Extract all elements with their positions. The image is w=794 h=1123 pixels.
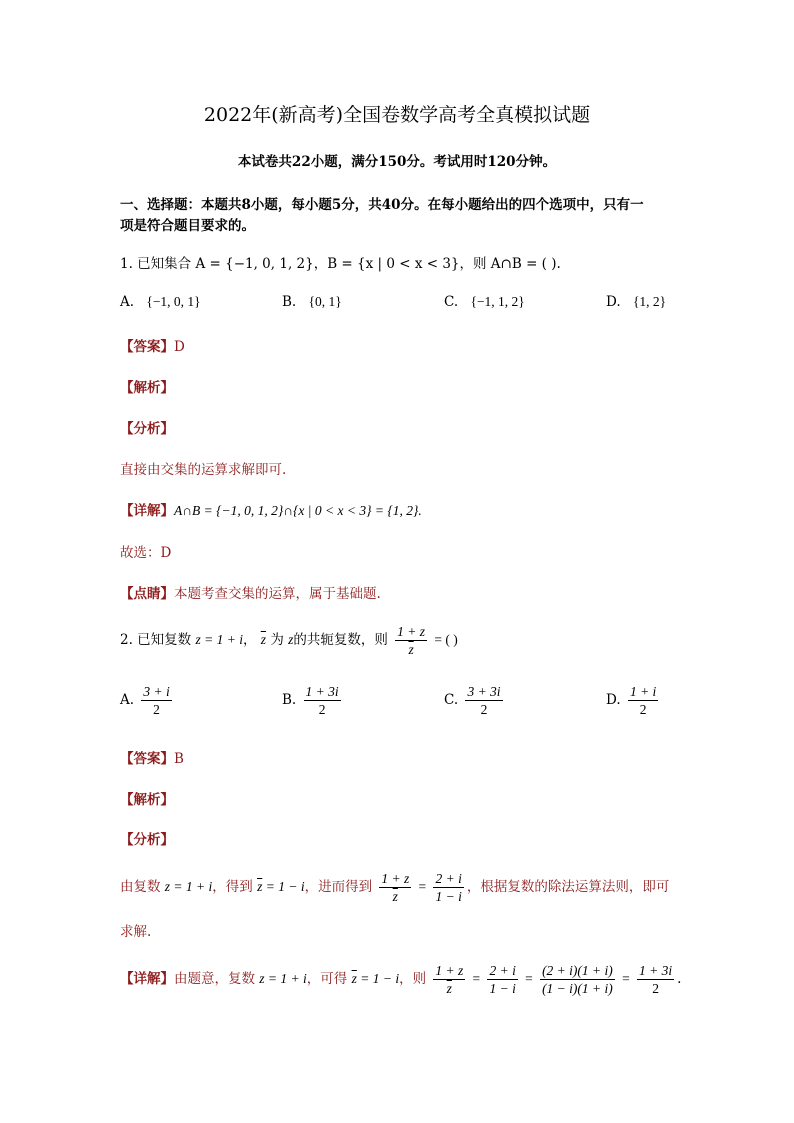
fraction-numerator: 2 + i xyxy=(489,963,516,978)
fraction-numerator: 2 + i xyxy=(435,871,462,886)
q1-option-c xyxy=(444,294,525,310)
q1-fenxi-text: 直接由交集的运算求解即可. xyxy=(120,462,287,478)
q1-stem: 1. 已知集合 A = {−1, 0, 1, 2}，B = {x | 0 < x < 3}，则 A∩B = ( ). xyxy=(120,256,561,272)
detail-formula: A∩B = {−1, 0, 1, 2}∩{x | 0 < x < 3} = {1, 2}. xyxy=(174,503,422,518)
fraction-numerator: 3 + i xyxy=(143,684,170,699)
fraction-numerator: 1 + 3i xyxy=(305,684,339,699)
analysis-tag: 【解析】 xyxy=(120,792,174,808)
option-label: B. xyxy=(282,294,297,310)
fraction-numerator: 1 + i xyxy=(629,684,657,699)
fenxi-formula: = 1 − i xyxy=(265,879,305,894)
fraction-numerator: 1 + 3i xyxy=(639,963,673,978)
option-fraction xyxy=(141,684,171,717)
fraction-denominator: 1 − i xyxy=(435,889,462,904)
q2-fenxi-line1: 由复数 z = 1 + i，得到 $\overline{z} = 1 - i$，进而得到 $\frac{1 + z}{z}$ = $\frac{2 + i}{1 - i}$ ，根据复数的除法运算法则，即可 xyxy=(120,871,670,904)
fenxi-formula: z = 1 + i xyxy=(164,879,213,894)
q1-comment xyxy=(120,582,381,602)
detail-fraction-1 xyxy=(433,963,465,996)
answer-tag: 【答案】 xyxy=(120,751,174,767)
fraction-denominator: z xyxy=(446,981,452,996)
option-fraction xyxy=(465,684,502,717)
option-value: {−1, 0, 1} xyxy=(146,294,201,309)
fraction-denominator: 2 xyxy=(153,702,160,717)
option-value: {0, 1} xyxy=(308,294,342,309)
detail-zbar: $\overline{z}$ xyxy=(351,971,357,986)
detail-fraction-2 xyxy=(487,963,517,996)
q2-option-d xyxy=(606,684,661,717)
q2-fenxi-line2: 求解. xyxy=(120,924,152,940)
q2-option-a xyxy=(120,684,175,717)
fraction-denominator: 1 − i xyxy=(489,981,516,996)
fenxi-fraction-2 xyxy=(433,871,463,904)
section-heading-line2: 项是符合题目要求的。 xyxy=(120,218,255,234)
stem-formula: z = 1 + i xyxy=(195,632,243,647)
stem-text: 为 xyxy=(270,632,284,648)
option-label: C. xyxy=(444,692,459,708)
q2-option-c xyxy=(444,684,506,717)
option-fraction xyxy=(304,684,341,717)
detail-formula: z = 1 + i xyxy=(259,971,307,986)
detail-formula: = 1 − i xyxy=(360,971,400,986)
q2-stem xyxy=(120,624,458,657)
fenxi-text: ，根据复数的除法运算法则，即可 xyxy=(466,879,670,895)
fenxi-text: ，得到 xyxy=(212,879,253,895)
fraction-numerator: 3 + 3i xyxy=(467,684,501,699)
comment-tag: 【点睛】 xyxy=(120,586,174,602)
section-heading-line1: 一、选择题：本题共8小题，每小题5分，共40分。在每小题给出的四个选项中，只有一 xyxy=(120,197,644,213)
q1-option-b xyxy=(282,294,342,310)
answer-tag: 【答案】 xyxy=(120,339,174,355)
q2-fenxi-tag xyxy=(120,828,174,848)
option-label: C. xyxy=(444,294,459,310)
stem-fraction xyxy=(395,624,427,657)
option-label: A. xyxy=(120,692,135,708)
q2-analysis-tag xyxy=(120,788,174,808)
fenxi-text: ，进而得到 xyxy=(304,879,373,895)
detail-fraction-4 xyxy=(637,963,674,996)
fraction-denominator: z xyxy=(408,642,414,657)
fraction-denominator: 2 xyxy=(480,702,488,717)
fraction-numerator: 1 + z xyxy=(381,871,410,886)
stem-text: 的共轭复数，则 xyxy=(293,632,388,648)
option-value: {−1, 1, 2} xyxy=(470,294,525,309)
fraction-numerator: 1 + z xyxy=(397,624,426,639)
fraction-denominator: 2 xyxy=(652,981,659,996)
q1-answer xyxy=(120,335,185,355)
option-label: D. xyxy=(606,692,621,708)
answer-value: B xyxy=(174,751,184,767)
fenxi-zbar: $\overline{z}$ xyxy=(257,879,263,894)
detail-text: ，可得 xyxy=(306,971,348,987)
fraction-numerator: 1 + z xyxy=(435,963,464,978)
q1-option-d xyxy=(606,294,666,310)
stem-z: z xyxy=(288,632,294,647)
stem-text: = ( ) xyxy=(434,632,458,647)
q1-choice: 故选：D xyxy=(120,545,172,561)
fenxi-tag: 【分析】 xyxy=(120,832,174,848)
page-title: 2022年(新高考)全国卷数学高考全真模拟试题 xyxy=(203,104,591,126)
detail-tag: 【详解】 xyxy=(120,503,174,519)
fenxi-fraction-1 xyxy=(379,871,411,904)
q2-detail: 【详解】由题意，复数 z = 1 + i，可得 $\overline{z} = 1 - i$，则 $\frac{1 + z}{z}$ = $\frac{2 + i}{1 - i}$ = $\frac{(2 + i)(1 + i)}{(1 - i)(1 + i)}$ = $\frac{1 + 3i}{2}$ . xyxy=(120,963,682,996)
analysis-tag: 【解析】 xyxy=(120,380,174,396)
fenxi-tag: 【分析】 xyxy=(120,421,174,437)
answer-value: D xyxy=(174,339,185,355)
fraction-numerator: (2 + i)(1 + i) xyxy=(542,963,613,978)
fraction-denominator: 2 xyxy=(639,702,647,717)
option-value: {1, 2} xyxy=(632,294,667,309)
fraction-denominator: 2 xyxy=(318,702,326,717)
q1-option-a xyxy=(120,294,201,310)
stem-zbar: $\overline{z}$ xyxy=(260,632,267,647)
detail-text: ，则 xyxy=(399,971,427,987)
detail-fraction-3 xyxy=(540,963,615,996)
comment-text: 本题考查交集的运算，属于基础题. xyxy=(174,586,381,602)
detail-tag: 【详解】 xyxy=(120,971,174,987)
option-label: A. xyxy=(120,294,135,310)
stem-text: ， xyxy=(242,632,257,648)
option-label: B. xyxy=(282,692,297,708)
fraction-denominator: (1 − i)(1 + i) xyxy=(542,981,613,996)
q1-fenxi-tag xyxy=(120,417,174,437)
q1-detail xyxy=(120,499,422,519)
q2-option-b xyxy=(282,684,344,717)
q1-analysis-tag xyxy=(120,376,174,396)
detail-text: 由题意，复数 xyxy=(174,971,255,987)
exam-instructions: 本试卷共22小题，满分150分。考试用时120分钟。 xyxy=(237,154,557,170)
fenxi-text: 由复数 xyxy=(120,879,161,895)
stem-text: 2. 已知复数 xyxy=(120,632,192,648)
option-fraction xyxy=(628,684,658,717)
fraction-denominator: z xyxy=(392,889,398,904)
q2-answer xyxy=(120,747,184,767)
option-label: D. xyxy=(606,294,621,310)
